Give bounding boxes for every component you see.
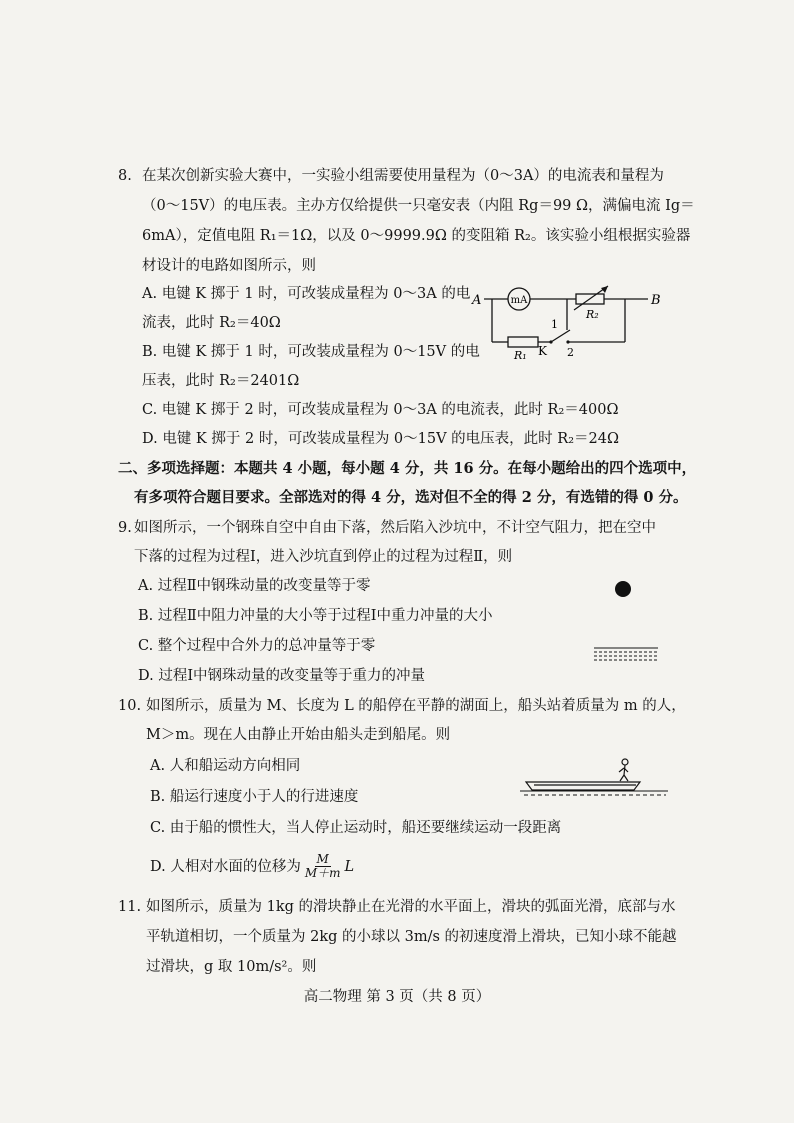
sand-pit-icon bbox=[594, 648, 658, 660]
question-10-number: 10. bbox=[118, 698, 142, 714]
fraction-denominator: M＋m bbox=[304, 866, 341, 880]
question-8-number: 8. bbox=[118, 168, 132, 184]
boat-icon bbox=[526, 782, 640, 790]
question-11-number: 11. bbox=[118, 899, 142, 915]
milliammeter-label: mA bbox=[510, 295, 528, 306]
question-8-option-d: D. 电键 K 掷于 2 时，可改装成量程为 0～15V 的电压表，此时 R₂＝24Ω bbox=[142, 431, 619, 447]
question-8-option-a: A. 电键 K 掷于 1 时，可改装成量程为 0～3A 的电 bbox=[142, 286, 471, 302]
switch-k-icon bbox=[551, 330, 570, 342]
ball-sandpit-diagram bbox=[590, 572, 660, 672]
question-10-option-d bbox=[150, 853, 354, 880]
fraction-m-over-m-plus-m bbox=[303, 853, 343, 880]
fraction-tail: L bbox=[344, 858, 355, 875]
question-9-option-d: D. 过程Ⅰ中钢珠动量的改变量等于重力的冲量 bbox=[138, 668, 426, 684]
question-8-stem-line-2: （0～15V）的电压表。主办方仅给提供一只毫安表（内阻 Rg＝99 Ω，满偏电流 Ig＝ bbox=[142, 198, 695, 214]
question-8-stem-line-3: 6mA），定值电阻 R₁＝1Ω，以及 0～9999.9Ω 的变阻箱 R₂。该实验小组根据实验器 bbox=[142, 228, 691, 244]
question-9-option-c: C. 整个过程中合外力的总冲量等于零 bbox=[138, 638, 376, 654]
question-10-option-b: B. 船运行速度小于人的行进速度 bbox=[150, 789, 359, 805]
question-10-option-c: C. 由于船的惯性大，当人停止运动时，船还要继续运动一段距离 bbox=[150, 820, 562, 836]
circuit-diagram bbox=[468, 282, 668, 362]
fraction-numerator: M bbox=[316, 852, 329, 866]
question-11-stem-line-2: 平轨道相切，一个质量为 2kg 的小球以 3m/s 的初速度滑上滑块，已知小球不能越 bbox=[146, 929, 677, 945]
node-a-label: A bbox=[472, 293, 482, 308]
water-surface-icon bbox=[520, 791, 668, 795]
question-9-number: 9. bbox=[118, 520, 132, 536]
question-10-stem-line-1: 如图所示，质量为 M、长度为 L 的船停在平静的湖面上，船头站着质量为 m 的人， bbox=[146, 698, 686, 714]
question-9-option-b: B. 过程Ⅱ中阻力冲量的大小等于过程Ⅰ中重力冲量的大小 bbox=[138, 608, 493, 624]
page-footer: 高二物理 第 3 页（共 8 页） bbox=[303, 989, 491, 1005]
question-11-stem-line-1: 如图所示，质量为 1kg 的滑块静止在光滑的水平面上，滑块的弧面光滑，底部与水 bbox=[146, 899, 676, 915]
question-8-stem-line-4: 材设计的电路如图所示，则 bbox=[142, 258, 316, 274]
contact-1-label: 1 bbox=[551, 318, 558, 331]
person-icon bbox=[619, 759, 628, 781]
question-8-option-c: C. 电键 K 掷于 2 时，可改装成量程为 0～3A 的电流表，此时 R₂＝400Ω bbox=[142, 402, 619, 418]
question-8-option-b-cont: 压表，此时 R₂＝2401Ω bbox=[142, 373, 300, 389]
r2-label: R₂ bbox=[586, 308, 599, 321]
boat-person-diagram bbox=[520, 754, 670, 800]
steel-ball-icon bbox=[615, 581, 631, 597]
question-10-option-a: A. 人和船运动方向相同 bbox=[150, 758, 301, 774]
contact-2-label: 2 bbox=[567, 346, 574, 359]
question-10-option-d-text: D. 人相对水面的位移为 bbox=[150, 858, 301, 875]
node-b-label: B bbox=[651, 293, 661, 308]
section-2-instructions: 有多项符合题目要求。全部选对的得 4 分，选对但不全的得 2 分，有选错的得 0 分。 bbox=[134, 489, 688, 506]
question-8-option-b: B. 电键 K 掷于 1 时，可改装成量程为 0～15V 的电 bbox=[142, 344, 480, 360]
question-10-stem-line-2: M＞m。现在人由静止开始由船头走到船尾。则 bbox=[146, 727, 451, 743]
r1-label: R₁ bbox=[514, 349, 527, 362]
question-9-stem-line-1: 如图所示，一个钢珠自空中自由下落，然后陷入沙坑中，不计空气阻力，把在空中 bbox=[134, 520, 656, 536]
question-9-stem-line-2: 下落的过程为过程Ⅰ，进入沙坑直到停止的过程为过程Ⅱ，则 bbox=[134, 549, 513, 565]
switch-k-label: K bbox=[538, 344, 547, 358]
question-9-option-a: A. 过程Ⅱ中钢珠动量的改变量等于零 bbox=[138, 578, 371, 594]
question-8-stem-line-1: 在某次创新实验大赛中，一实验小组需要使用量程为（0～3A）的电流表和量程为 bbox=[142, 168, 664, 184]
question-8-option-a-cont: 流表，此时 R₂＝40Ω bbox=[142, 315, 281, 331]
question-11-stem-line-3: 过滑块，g 取 10m/s²。则 bbox=[146, 959, 317, 975]
section-2-heading: 二、多项选择题：本题共 4 小题，每小题 4 分，共 16 分。在每小题给出的四个选项中， bbox=[118, 460, 697, 477]
resistor-r1 bbox=[508, 337, 538, 347]
